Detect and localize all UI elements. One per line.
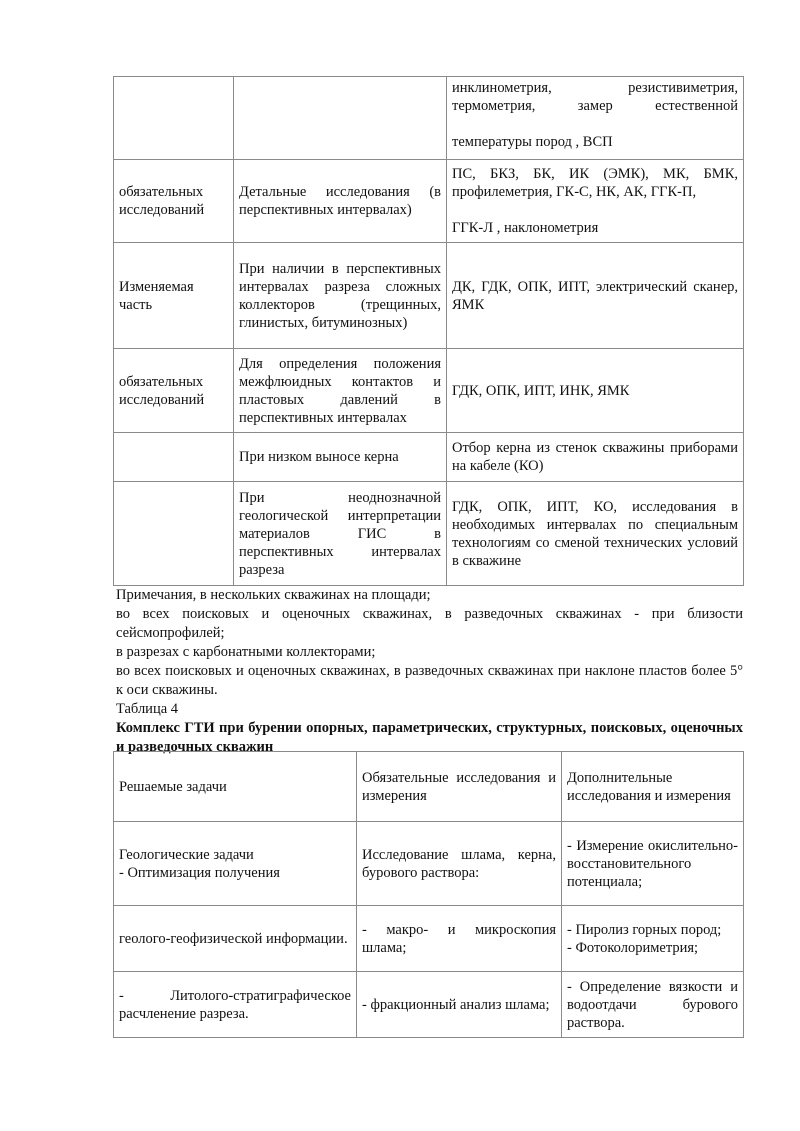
header-text: Дополнительные исследования и измерения (567, 769, 731, 804)
table-cell (234, 160, 447, 243)
table-cell (234, 243, 447, 349)
cell-text: инклинометрия, резистивиметрия, термометрия, замер естественной (452, 80, 738, 114)
note-line: во всех поисковых и оценочных скважинах, в разведочных скважинах при наклоне пластов более 5° к оси скважины. (116, 663, 743, 698)
table-cell (114, 160, 234, 243)
table-cell (357, 822, 562, 906)
table-cell (114, 243, 234, 349)
table-cell (234, 349, 447, 433)
cell-text: Отбор керна из стенок скважины приборами на кабеле (КО) (452, 440, 738, 474)
cell-text: температуры пород , ВСП (452, 134, 613, 150)
table-cell (114, 77, 234, 160)
table-row (114, 822, 744, 906)
cell-text: Геологические задачи - Оптимизация получения (119, 846, 280, 881)
table-cell (114, 433, 234, 482)
cell-text: - фракционный анализ шлама; (362, 996, 550, 1013)
table-cell (234, 433, 447, 482)
cell-text: При низком выносе керна (239, 449, 399, 465)
table-cell (114, 822, 357, 906)
table-row (114, 349, 744, 433)
table-cell (447, 482, 744, 586)
cell-text: - макро- и микроскопия шлама; (362, 921, 556, 956)
table-cell (114, 482, 234, 586)
table-header-row (114, 752, 744, 822)
header-text: Обязательные исследования и измерения (362, 769, 556, 804)
table-cell (447, 349, 744, 433)
cell-text: ГГК-Л , наклонометрия (452, 220, 599, 236)
table-row (114, 482, 744, 586)
cell-text: ДК, ГДК, ОПК, ИПТ, электрический сканер, ЯМК (452, 278, 738, 313)
table-cell (447, 77, 744, 160)
table-cell (562, 972, 744, 1038)
table-row (114, 906, 744, 972)
table-cell (357, 906, 562, 972)
table-cell (447, 243, 744, 349)
note-line: в разрезах с карбонатными коллекторами; (116, 644, 376, 660)
table-cell (234, 77, 447, 160)
cell-text: обязательных исследований (119, 373, 205, 408)
table-row (114, 77, 744, 160)
table-cell (447, 160, 744, 243)
cell-text: - Пиролиз горных пород; - Фотоколориметрия; (567, 921, 722, 956)
logging-methods-table (113, 76, 744, 586)
cell-text: геолого-геофизической информации. (119, 930, 348, 947)
cell-text: При неоднозначной геологической интерпретации материалов ГИС в перспективных интервалах разреза (239, 489, 441, 578)
cell-text: обязательных исследований (119, 184, 205, 218)
note-line: Примечания, в нескольких скважинах на площади; (116, 587, 431, 603)
cell-text: При наличии в перспективных интервалах разреза сложных коллекторов (трещинных, глинистых, битуминозных) (239, 260, 441, 331)
note-line: во всех поисковых и оценочных скважинах, в разведочных скважинах - при близости сейсмопрофилей; (116, 606, 743, 641)
cell-text: - Литолого-стратиграфическое расчленение разреза. (119, 987, 351, 1022)
table-cell (562, 906, 744, 972)
cell-text: - Измерение окислительно-восстановительного потенциала; (567, 837, 738, 890)
table-cell (562, 822, 744, 906)
table-cell (114, 906, 357, 972)
table-row (114, 160, 744, 243)
table-row (114, 243, 744, 349)
table-cell (114, 972, 357, 1038)
cell-text: Детальные исследования (в перспективных интервалах) (239, 184, 441, 218)
table-title: Комплекс ГТИ при бурении опорных, параметрических, структурных, поисковых, оценочных и разведочных скважин (116, 720, 743, 755)
table-cell (447, 433, 744, 482)
table-header-cell (562, 752, 744, 822)
notes-section (116, 586, 743, 757)
cell-text: - Определение вязкости и водоотдачи бурового раствора. (567, 978, 738, 1031)
table-header-cell (114, 752, 357, 822)
cell-text: Исследование шлама, керна, бурового раствора: (362, 846, 556, 881)
cell-text: ГДК, ОПК, ИПТ, КО, исследования в необходимых интервалах по специальным технологиям со сменой технических условий в скважине (452, 498, 738, 569)
table-cell (357, 972, 562, 1038)
table-header-cell (357, 752, 562, 822)
cell-text: Изменяемая часть (119, 278, 194, 313)
table-cell (114, 349, 234, 433)
table-cell (234, 482, 447, 586)
cell-text: Для определения положения межфлюидных контактов и пластовых давлений в перспективных интервалах (239, 355, 441, 426)
header-text: Решаемые задачи (119, 778, 227, 795)
cell-text: ГДК, ОПК, ИПТ, ИНК, ЯМК (452, 382, 630, 399)
table-row (114, 972, 744, 1038)
table-label: Таблица 4 (116, 701, 179, 717)
gti-complex-table (113, 751, 744, 1038)
table-row (114, 433, 744, 482)
cell-text: ПС, БКЗ, БК, ИК (ЭМК), МК, БМК, профилеметрия, ГК-С, НК, АК, ГГК-П, (452, 166, 738, 200)
